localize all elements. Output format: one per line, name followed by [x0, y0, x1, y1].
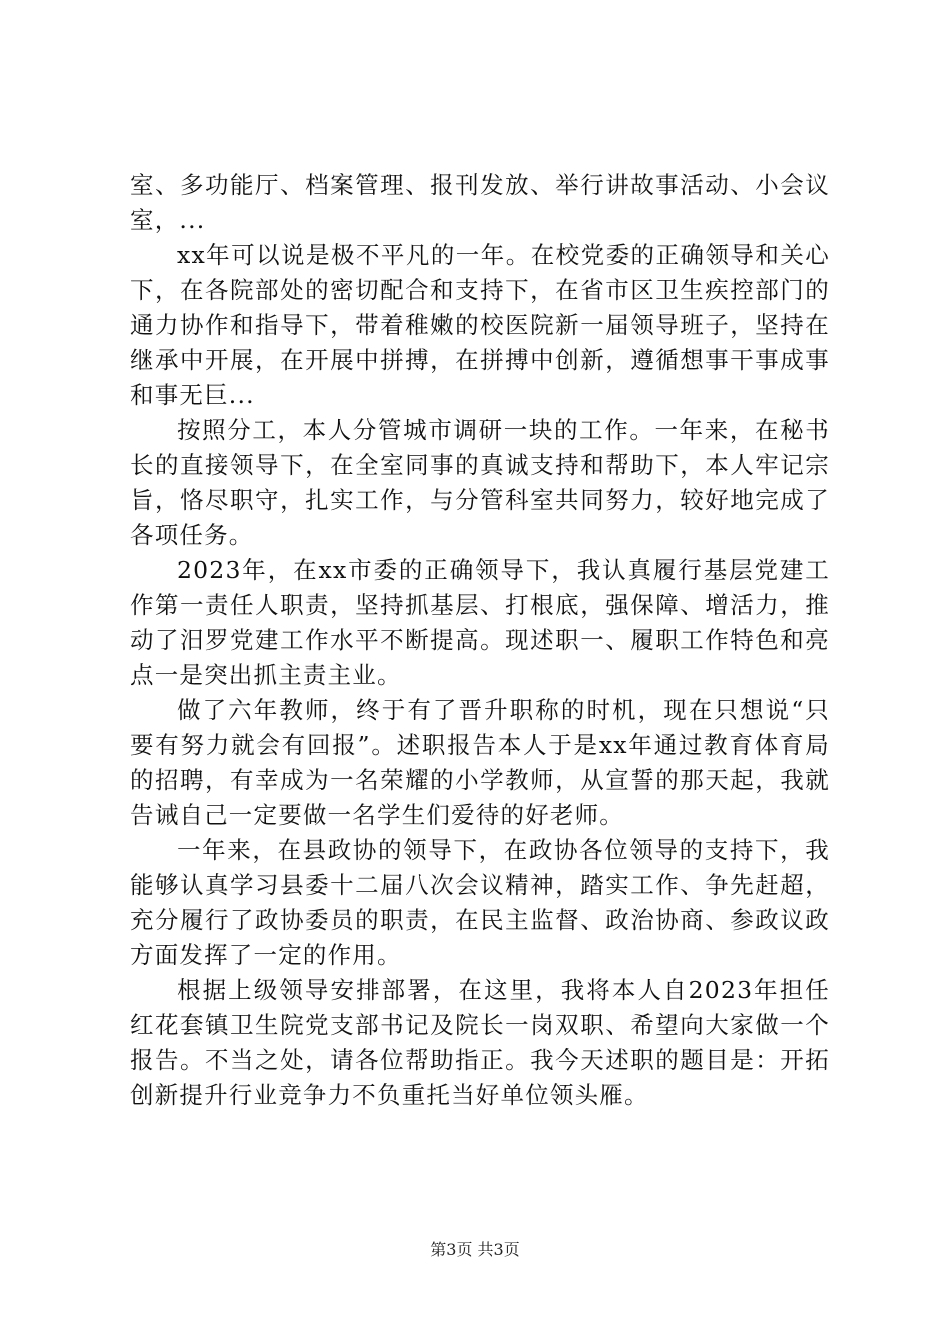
document-body: [130, 168, 830, 1113]
paragraph: 一年来，在县政协的领导下，在政协各位领导的支持下，我能够认真学习县委十二届八次会议精神，踏实工作、争先赶超，充分履行了政协委员的职责，在民主监督、政治协商、参政议政方面发挥了一定的作用。: [130, 836, 830, 969]
paragraph: 2023年，在xx市委的正确领导下，我认真履行基层党建工作第一责任人职责，坚持抓基层、打根底，强保障、增活力，推动了汨罗党建工作水平不断提高。现述职一、履职工作特色和亮点一是突出抓主责主业。: [130, 556, 830, 689]
paragraph: 做了六年教师，终于有了晋升职称的时机，现在只想说“只要有努力就会有回报”。述职报告本人于是xx年通过教育体育局的招聘，有幸成为一名荣耀的小学教师，从宣誓的那天起，我就告诫自己一定要做一名学生们爱待的好老师。: [130, 696, 830, 829]
paragraph: 根据上级领导安排部署，在这里，我将本人自2023年担任红花套镇卫生院党支部书记及院长一岗双职、希望向大家做一个报告。不当之处，请各位帮助指正。我今天述职的题目是：开拓创新提升行业竞争力不负重托当好单位领头雁。: [130, 976, 830, 1109]
page-footer: 第3页 共3页: [430, 1240, 520, 1259]
paragraph: 按照分工，本人分管城市调研一块的工作。一年来，在秘书长的直接领导下，在全室同事的真诚支持和帮助下，本人牢记宗旨，恪尽职守，扎实工作，与分管科室共同努力，较好地完成了各项任务。: [130, 416, 830, 549]
paragraph: xx年可以说是极不平凡的一年。在校党委的正确领导和关心下，在各院部处的密切配合和支持下，在省市区卫生疾控部门的通力协作和指导下，带着稚嫩的校医院新一届领导班子，坚持在继承中开展，在开展中拼搏，在拼搏中创新，遵循想事干事成事和事无巨...: [130, 241, 830, 409]
paragraph-continuation: 室、多功能厅、档案管理、报刊发放、举行讲故事活动、小会议室，...: [130, 171, 830, 234]
